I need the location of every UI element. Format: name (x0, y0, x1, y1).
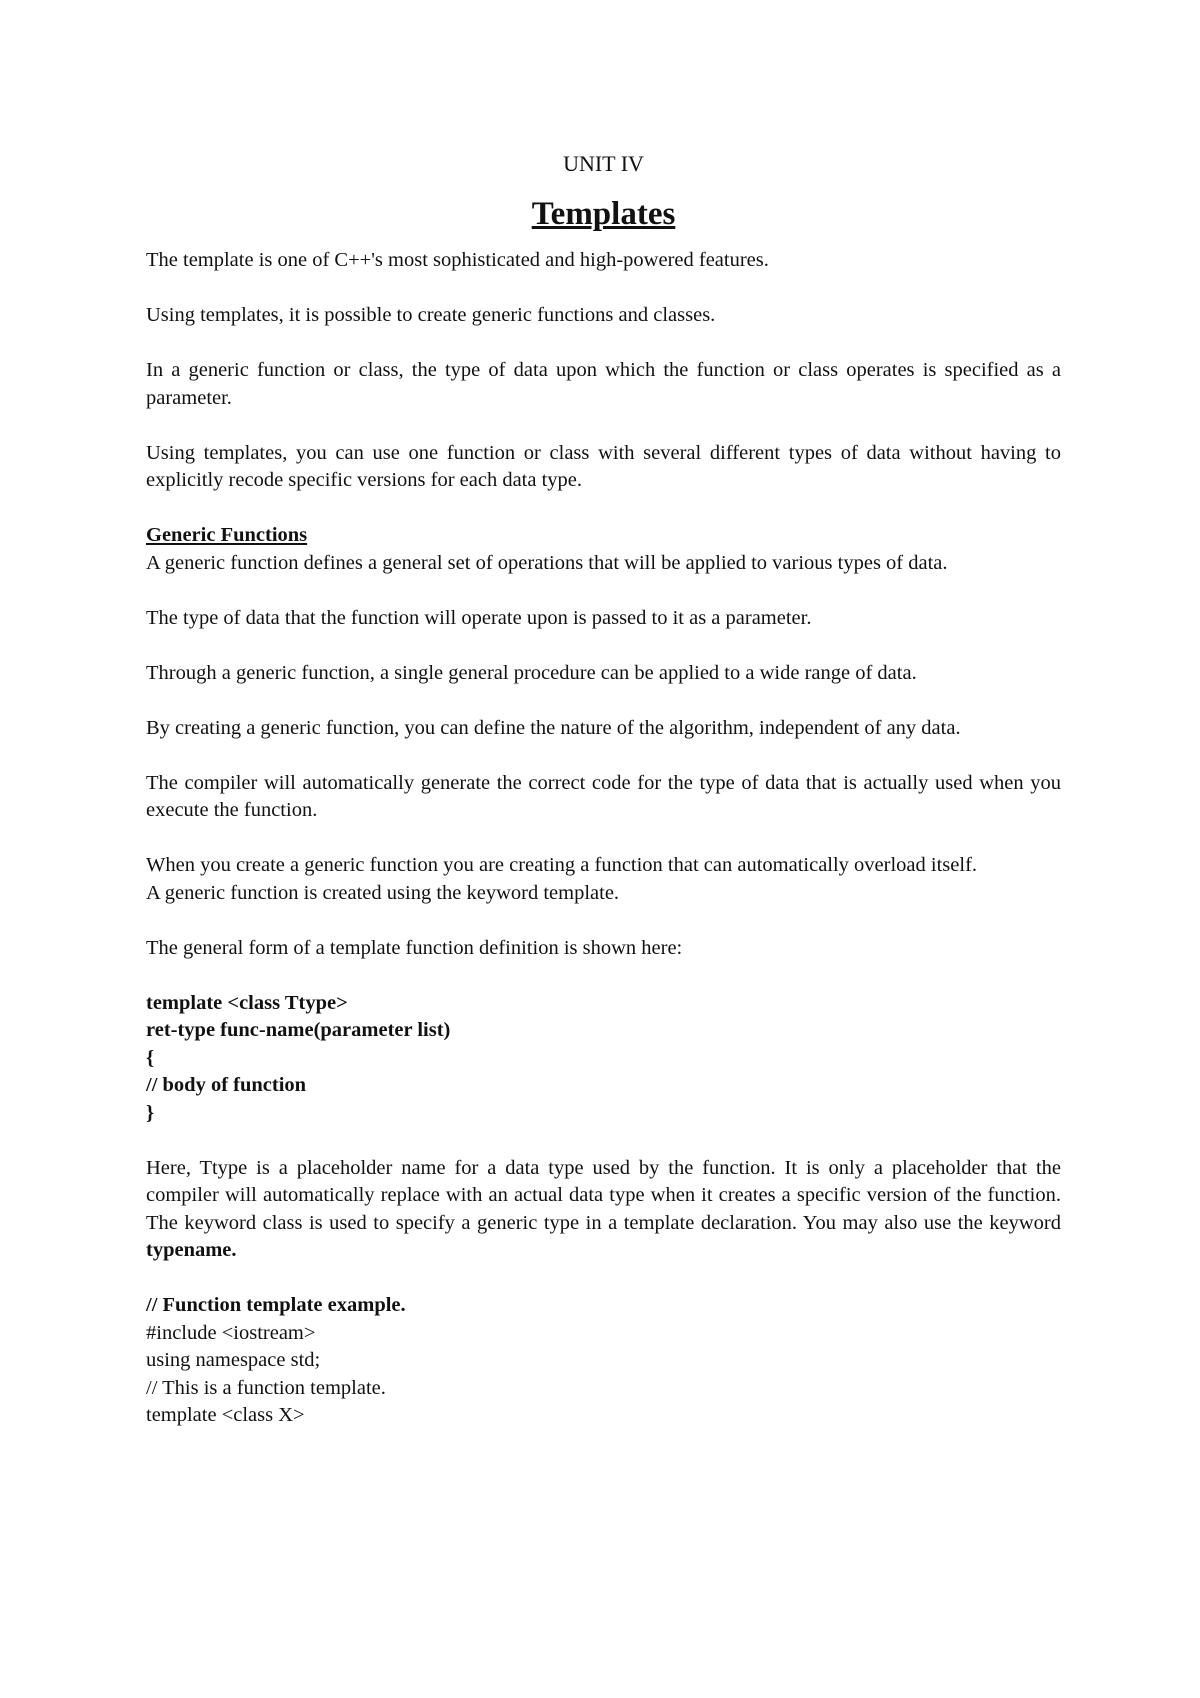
example-line: // This is a function template. (146, 1376, 386, 1399)
typename-keyword: typename. (146, 1239, 237, 1261)
intro-paragraph-3: In a generic function or class, the type of data upon which the function or class operates is specified as a parameter. (146, 359, 1061, 409)
code-line: ret-type func-name(parameter list) (146, 1019, 451, 1041)
intro-paragraph-1: The template is one of C++'s most sophisticated and high-powered features. (146, 249, 769, 271)
code-line: } (146, 1101, 155, 1124)
intro-paragraph-4: Using templates, you can use one function or class with several different types of data without having to explicitly recode specific versions for each data type. (146, 441, 1061, 491)
example-code-block (146, 1292, 1061, 1430)
general-form-code-block (146, 990, 1061, 1128)
overload-paragraph: When you create a generic function you are creating a function that can automatically overload itself. (146, 854, 978, 876)
example-line: using namespace std; (146, 1349, 321, 1371)
example-line: #include <iostream> (146, 1321, 316, 1344)
page-title: Templates (531, 196, 676, 232)
generic-paragraph-4: The compiler will automatically generate the correct code for the type of data that is actually used when you execute the function. (146, 771, 1061, 821)
section-heading-generic-functions: Generic Functions (146, 524, 308, 546)
example-heading: // Function template example. (146, 1294, 406, 1316)
code-line: // body of function (146, 1074, 307, 1096)
code-line: { (146, 1046, 155, 1069)
generic-paragraph-3: By creating a generic function, you can define the nature of the algorithm, independent of any data. (146, 716, 961, 739)
code-line: template <class Ttype> (146, 991, 348, 1014)
explanation-text: Here, Ttype is a placeholder name for a data type used by the function. It is only a placeholder that the compiler will automatically replace with an actual data type when it creates a specific version of the function. The keyword class is used to specify a generic type in a template declaration. You may also use the keyword (146, 1156, 1061, 1234)
keyword-paragraph: A generic function is created using the keyword template. (146, 881, 620, 904)
generic-function-definition: A generic function defines a general set of operations that will be applied to various types of data. (146, 551, 948, 574)
intro-paragraph-2: Using templates, it is possible to create generic functions and classes. (146, 304, 716, 326)
generic-paragraph-2: Through a generic function, a single general procedure can be applied to a wide range of data. (146, 661, 917, 684)
explanation-paragraph (146, 1155, 1061, 1265)
document-content (146, 150, 1061, 1430)
example-line: template <class X> (146, 1404, 305, 1426)
general-form-intro: The general form of a template function definition is shown here: (146, 936, 683, 959)
unit-heading: UNIT IV (563, 151, 644, 176)
generic-paragraph-1: The type of data that the function will operate upon is passed to it as a parameter. (146, 606, 812, 629)
